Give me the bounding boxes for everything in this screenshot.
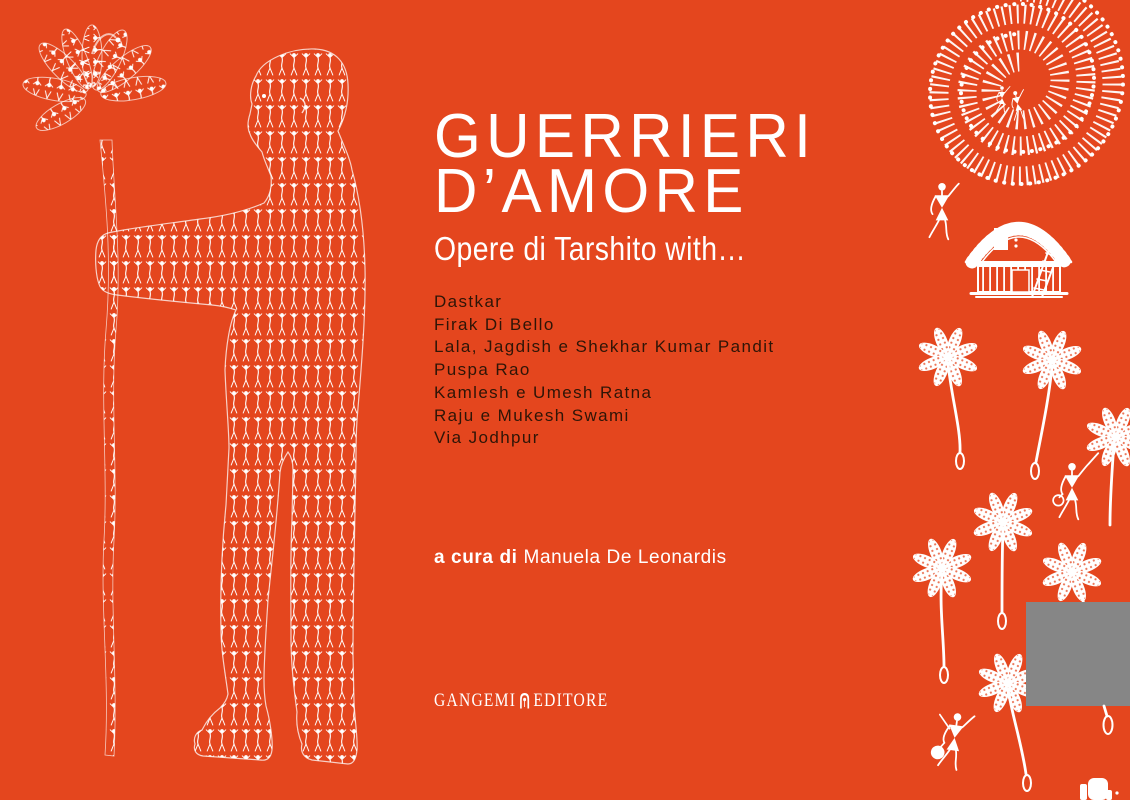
warli-dancer-icon [996, 86, 1010, 113]
warli-walker-with-pot-icon [929, 710, 975, 771]
warli-warrior-of-tiny-figures-icon [0, 0, 400, 800]
cover-title-line1: GUERRIERI [434, 102, 817, 171]
curator-line [434, 547, 727, 569]
publisher-word-left: GANGEMI [434, 690, 517, 711]
warli-dancer-icon [1053, 453, 1098, 519]
warrior-eye [262, 94, 266, 98]
warli-hut-with-ladder-icon [966, 223, 1071, 297]
curator-name: Manuela De Leonardis [523, 547, 727, 568]
cover-subtitle: Opere di Tarshito with… [434, 230, 747, 267]
publisher-logo [434, 690, 608, 712]
artist-name: Dastkar [434, 292, 503, 311]
gray-placeholder-square [1026, 602, 1130, 706]
tarpa-dance-spiral-icon [930, 0, 1123, 184]
warli-dancer-icon [929, 183, 958, 239]
artist-name: Via Jodhpur [434, 428, 540, 448]
artist-name: Puspa Rao [434, 360, 531, 380]
artist-name: Firak Di Bello [434, 314, 555, 334]
publisher-word-right: EDITORE [533, 690, 609, 711]
warrior-silhouette [96, 49, 366, 764]
palm-stem-tail [1104, 706, 1113, 734]
curator-prefix: a cura di [434, 547, 518, 568]
cover-title-line2: D’AMORE [434, 157, 749, 226]
artist-names-list [434, 291, 775, 450]
artist-name: Raju e Mukesh Swami [434, 405, 630, 425]
warli-dancer-icon [1008, 89, 1029, 121]
publisher-arch-emblem-icon [519, 692, 530, 709]
staff-flower-icon [21, 25, 168, 137]
flowering-staff-icon [100, 140, 118, 756]
warrior-ear [300, 98, 305, 113]
artist-name: Lala, Jagdish e Shekhar Kumar Pandit [434, 337, 775, 357]
artist-name: Kamlesh e Umesh Ratna [434, 382, 653, 402]
warli-palm-tree-icon [911, 326, 1130, 791]
white-vessel-icon [1080, 778, 1119, 800]
